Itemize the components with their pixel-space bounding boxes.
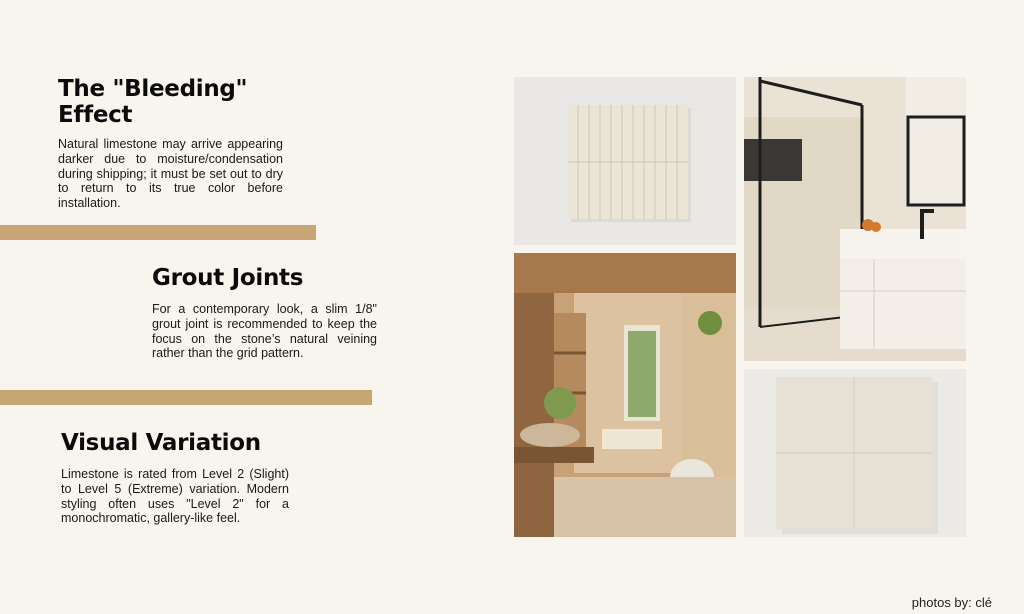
photo-wood-bathroom	[514, 253, 736, 537]
section-title: Grout Joints	[152, 265, 304, 291]
section-visual-variation	[61, 430, 289, 526]
photo-shower-bathroom	[744, 77, 966, 361]
photo-credit: photos by: clé	[911, 595, 992, 610]
section-grout-joints	[152, 265, 377, 361]
divider-bar	[0, 390, 372, 405]
section-bleeding-effect	[58, 76, 283, 211]
section-body: Natural limestone may arrive appearing darker due to moisture/condensation during shipping; it must be set out to dry to return to its true color before installation.	[58, 137, 283, 211]
section-title: Visual Variation	[61, 430, 261, 456]
photo-fluted-tile	[514, 77, 736, 245]
section-body: For a contemporary look, a slim 1/8" grout joint is recommended to keep the focus on the stone’s natural veining rather than the grid pattern.	[152, 302, 377, 361]
section-body: Limestone is rated from Level 2 (Slight) to Level 5 (Extreme) variation. Modern styling often uses "Level 2" for a monochromatic, gallery-like feel.	[61, 467, 289, 526]
photo-limestone-tile	[744, 369, 966, 537]
divider-bar	[0, 225, 316, 240]
section-title: The "Bleeding" Effect	[58, 76, 248, 128]
